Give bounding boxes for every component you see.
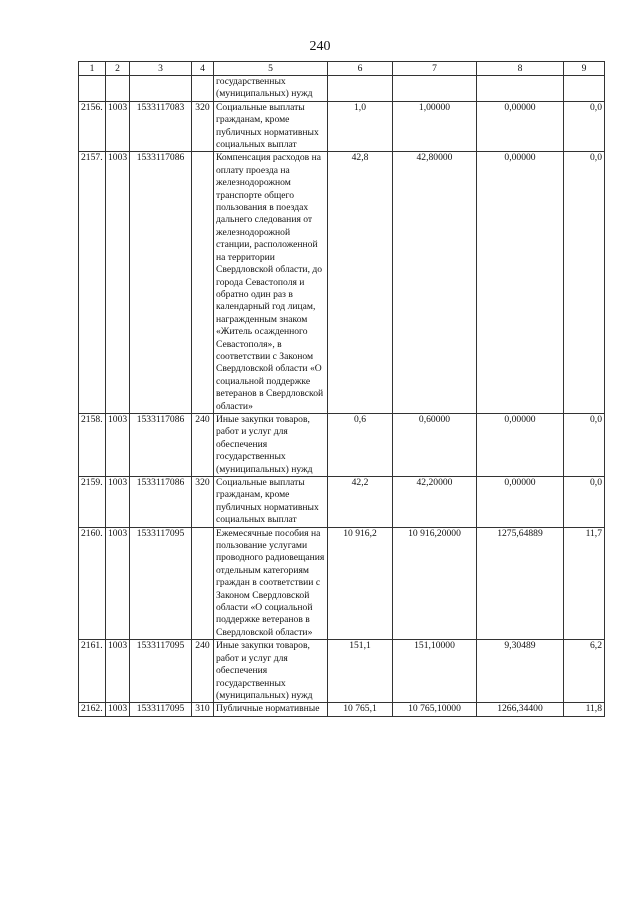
section-code: 1003 xyxy=(106,413,130,476)
column-header-5: 5 xyxy=(214,62,328,76)
target-article-code xyxy=(130,76,192,102)
table-row xyxy=(79,703,605,716)
executed-amount: 0,00000 xyxy=(477,413,564,476)
target-article-code: 1533117095 xyxy=(130,640,192,703)
expense-name: Публичные нормативные xyxy=(214,703,328,716)
table-header xyxy=(79,62,605,76)
expense-type-code xyxy=(192,76,214,102)
execution-percent: 0,0 xyxy=(564,152,605,414)
section-code: 1003 xyxy=(106,640,130,703)
executed-amount: 1266,34400 xyxy=(477,703,564,716)
table-row xyxy=(79,477,605,528)
planned-amount: 0,6 xyxy=(328,413,393,476)
approved-amount: 151,10000 xyxy=(393,640,477,703)
expense-type-code: 240 xyxy=(192,640,214,703)
table-row xyxy=(79,527,605,640)
execution-percent: 0,0 xyxy=(564,101,605,152)
column-header-3: 3 xyxy=(130,62,192,76)
table-row xyxy=(79,76,605,102)
section-code: 1003 xyxy=(106,527,130,640)
planned-amount: 10 765,1 xyxy=(328,703,393,716)
executed-amount: 0,00000 xyxy=(477,152,564,414)
row-number: 2158. xyxy=(79,413,106,476)
expense-type-code: 240 xyxy=(192,413,214,476)
expense-name: Компенсация расходов на оплату проезда на железнодорожном транспорте общего пользования в поездах дальнего следования от железнодорожной станции, расположенной на территории Свердловской области, до города Севастополя и обратно один раз в календарный год лицам, награжденным знаком «Житель осажденного Севастополя», в соответствии с Законом Свердловской области «О социальной поддержке ветеранов в Свердловской области» xyxy=(214,152,328,414)
approved-amount: 0,60000 xyxy=(393,413,477,476)
planned-amount: 10 916,2 xyxy=(328,527,393,640)
column-header-7: 7 xyxy=(393,62,477,76)
planned-amount: 42,8 xyxy=(328,152,393,414)
column-header-9: 9 xyxy=(564,62,605,76)
row-number: 2156. xyxy=(79,101,106,152)
executed-amount: 1275,64889 xyxy=(477,527,564,640)
budget-table xyxy=(78,61,605,717)
row-number: 2157. xyxy=(79,152,106,414)
execution-percent xyxy=(564,76,605,102)
target-article-code: 1533117095 xyxy=(130,703,192,716)
row-number xyxy=(79,76,106,102)
executed-amount xyxy=(477,76,564,102)
expense-name: Ежемесячные пособия на пользование услугами проводного радиовещания отдельным категориям граждан в соответствии с Законом Свердловской области «О социальной поддержке ветеранов в Свердловской области» xyxy=(214,527,328,640)
column-header-4: 4 xyxy=(192,62,214,76)
expense-name: государственных (муниципальных) нужд xyxy=(214,76,328,102)
planned-amount: 1,0 xyxy=(328,101,393,152)
approved-amount: 1,00000 xyxy=(393,101,477,152)
expense-name: Иные закупки товаров, работ и услуг для обеспечения государственных (муниципальных) нужд xyxy=(214,413,328,476)
executed-amount: 9,30489 xyxy=(477,640,564,703)
planned-amount: 151,1 xyxy=(328,640,393,703)
execution-percent: 6,2 xyxy=(564,640,605,703)
target-article-code: 1533117086 xyxy=(130,413,192,476)
execution-percent: 11,8 xyxy=(564,703,605,716)
row-number: 2162. xyxy=(79,703,106,716)
approved-amount: 10 765,10000 xyxy=(393,703,477,716)
executed-amount: 0,00000 xyxy=(477,101,564,152)
row-number: 2160. xyxy=(79,527,106,640)
column-header-2: 2 xyxy=(106,62,130,76)
section-code: 1003 xyxy=(106,703,130,716)
execution-percent: 11,7 xyxy=(564,527,605,640)
planned-amount: 42,2 xyxy=(328,477,393,528)
section-code: 1003 xyxy=(106,101,130,152)
section-code xyxy=(106,76,130,102)
table-body xyxy=(79,76,605,717)
planned-amount xyxy=(328,76,393,102)
target-article-code: 1533117086 xyxy=(130,477,192,528)
column-header-6: 6 xyxy=(328,62,393,76)
approved-amount: 42,20000 xyxy=(393,477,477,528)
approved-amount: 10 916,20000 xyxy=(393,527,477,640)
target-article-code: 1533117086 xyxy=(130,152,192,414)
row-number: 2161. xyxy=(79,640,106,703)
expense-name: Иные закупки товаров, работ и услуг для обеспечения государственных (муниципальных) нужд xyxy=(214,640,328,703)
table-row xyxy=(79,640,605,703)
expense-type-code xyxy=(192,527,214,640)
expense-type-code: 320 xyxy=(192,477,214,528)
expense-type-code: 320 xyxy=(192,101,214,152)
section-code: 1003 xyxy=(106,152,130,414)
expense-type-code: 310 xyxy=(192,703,214,716)
approved-amount xyxy=(393,76,477,102)
table-row xyxy=(79,101,605,152)
column-header-1: 1 xyxy=(79,62,106,76)
executed-amount: 0,00000 xyxy=(477,477,564,528)
section-code: 1003 xyxy=(106,477,130,528)
execution-percent: 0,0 xyxy=(564,413,605,476)
table-row xyxy=(79,152,605,414)
column-header-8: 8 xyxy=(477,62,564,76)
execution-percent: 0,0 xyxy=(564,477,605,528)
expense-name: Социальные выплаты гражданам, кроме публичных нормативных социальных выплат xyxy=(214,477,328,528)
page-number: 240 xyxy=(309,39,331,54)
expense-name: Социальные выплаты гражданам, кроме публичных нормативных социальных выплат xyxy=(214,101,328,152)
table-row xyxy=(79,413,605,476)
header-row xyxy=(79,62,605,76)
target-article-code: 1533117083 xyxy=(130,101,192,152)
target-article-code: 1533117095 xyxy=(130,527,192,640)
row-number: 2159. xyxy=(79,477,106,528)
expense-type-code xyxy=(192,152,214,414)
approved-amount: 42,80000 xyxy=(393,152,477,414)
